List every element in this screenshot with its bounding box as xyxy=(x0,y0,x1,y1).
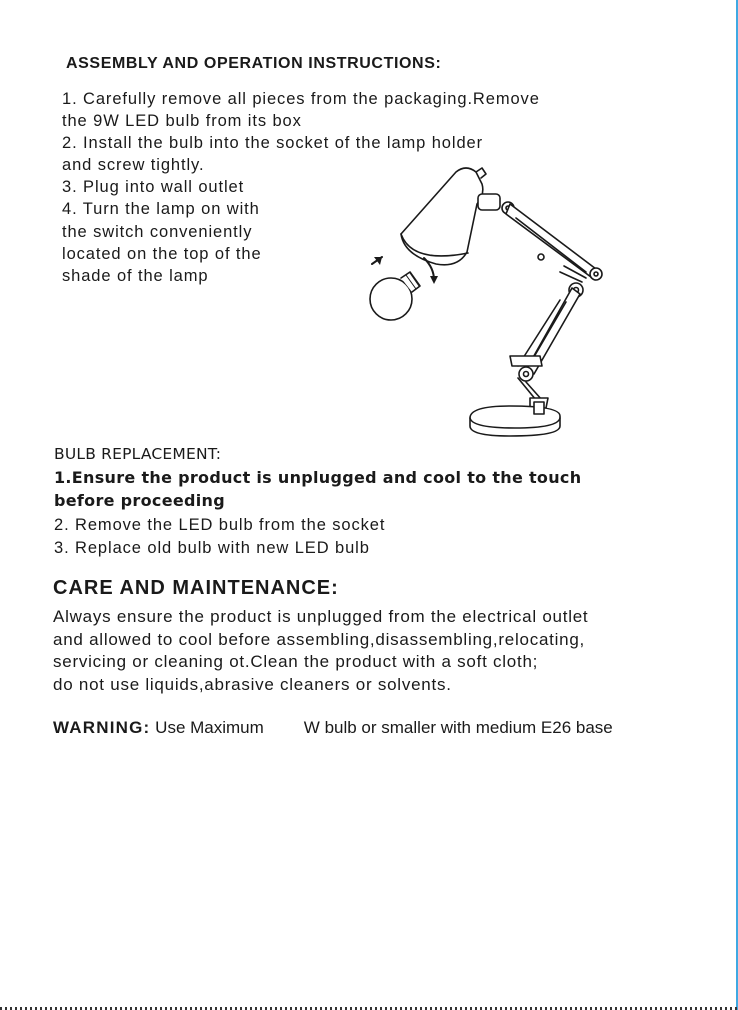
care-heading: CARE AND MAINTENANCE: xyxy=(53,577,339,599)
assembly-line: 2. Install the bulb into the socket of the lamp holder xyxy=(62,134,483,152)
lamp-shade-icon xyxy=(401,168,486,265)
assembly-line: shade of the lamp xyxy=(62,267,209,285)
assembly-line: 4. Turn the lamp on with xyxy=(62,200,260,218)
bulb-replacement-heading: BULB REPLACEMENT: xyxy=(54,445,222,463)
lower-joint-icon xyxy=(510,356,548,408)
care-line: Always ensure the product is unplugged from the electrical outlet xyxy=(53,607,589,626)
assembly-line: the 9W LED bulb from its box xyxy=(62,112,302,130)
warning-text-before: Use Maximum xyxy=(155,718,264,737)
assembly-line: 1. Carefully remove all pieces from the packaging.Remove xyxy=(62,90,540,108)
bulb-step-1-line-2: before proceeding xyxy=(54,491,225,510)
warning-text-after: W bulb or smaller with medium E26 base xyxy=(303,718,613,737)
bulb-step-1-line-1: 1.Ensure the product is unplugged and cool to the touch xyxy=(54,468,582,487)
assembly-line: and screw tightly. xyxy=(62,156,205,174)
care-line: do not use liquids,abrasive cleaners or solvents. xyxy=(53,675,452,694)
care-line: servicing or cleaning ot.Clean the product with a soft cloth; xyxy=(53,652,539,671)
assembly-line: the switch conveniently xyxy=(62,223,253,241)
assembly-line: 3. Plug into wall outlet xyxy=(62,178,245,196)
warning-label: WARNING: xyxy=(53,718,151,737)
bulb-step-3: 3. Replace old bulb with new LED bulb xyxy=(54,539,370,557)
assembly-heading: ASSEMBLY AND OPERATION INSTRUCTIONS: xyxy=(66,55,442,72)
care-line: and allowed to cool before assembling,disassembling,relocating, xyxy=(53,630,586,649)
led-bulb-icon xyxy=(370,272,420,320)
assembly-line: located on the top of the xyxy=(62,245,262,263)
bulb-step-2: 2. Remove the LED bulb from the socket xyxy=(54,516,386,534)
warning-line xyxy=(53,718,613,738)
upper-arm-icon xyxy=(506,204,602,280)
desk-lamp-with-bulb-illustration xyxy=(360,160,610,440)
